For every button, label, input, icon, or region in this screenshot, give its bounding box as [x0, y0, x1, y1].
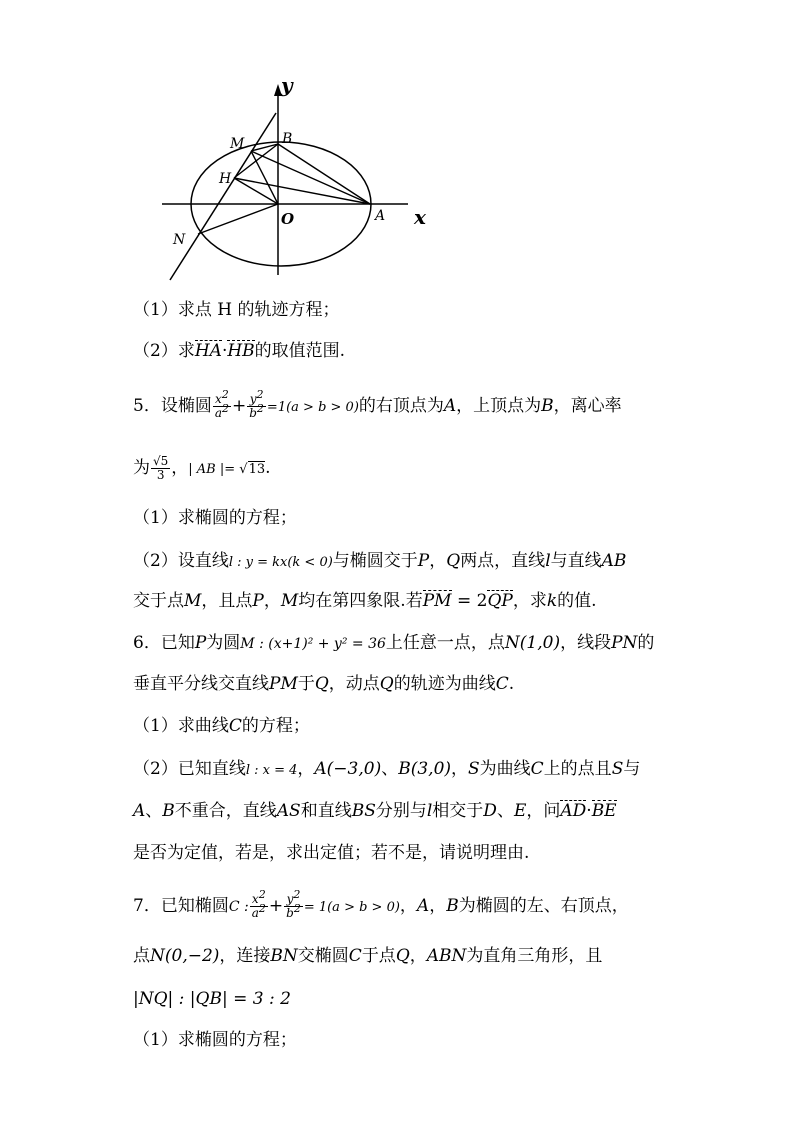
q6-text: ，动点: [328, 674, 380, 694]
point-s: S: [468, 759, 480, 779]
line-ab: AB: [601, 551, 627, 571]
segment-pn: PN: [611, 633, 638, 653]
point-q: Q: [379, 674, 394, 694]
q5-text: .: [265, 458, 271, 478]
q5-text: 两点，直线: [460, 551, 546, 571]
line-l-equation: l : y = kx(k < 0): [228, 555, 333, 570]
q5-number: 5．: [133, 396, 161, 416]
x2-over-a2: $\frac{x^2}{a^2}$: [251, 888, 266, 920]
q6-text: 、: [496, 801, 514, 821]
ellipse-condition: =1(a > b > 0): [266, 400, 359, 415]
q7-number: 7．: [133, 896, 161, 916]
ellipse-c: C: [348, 946, 362, 966]
dot-operator: ·: [586, 801, 592, 821]
q7-text: 交椭圆: [297, 946, 349, 966]
label-x: x: [414, 205, 426, 229]
q6-text: ，: [451, 759, 469, 779]
point-n: N(1,0): [504, 633, 561, 653]
q6-text: 分别与: [375, 801, 427, 821]
point-q: Q: [395, 946, 410, 966]
vector-pm: PM: [422, 591, 452, 611]
q5-text: ，: [171, 458, 189, 478]
line-bs: BS: [351, 801, 376, 821]
point-n-coords: N(0,−2): [150, 946, 220, 966]
q5-text: ，上顶点为: [456, 396, 542, 416]
q5-text: ，离心率: [553, 396, 622, 416]
equals-two: = 2: [451, 591, 488, 611]
label-n: N: [173, 232, 186, 248]
ecc-denominator: 3: [156, 468, 165, 482]
label-b: B: [282, 131, 293, 147]
line-l: l: [426, 801, 433, 821]
label-h: H: [219, 171, 232, 187]
q5-text: 交于点: [133, 591, 184, 611]
point-d: D: [483, 801, 497, 821]
q4-part2: [133, 340, 345, 362]
q7-text: ，: [429, 896, 447, 916]
triangle-abn: ABN: [426, 946, 467, 966]
q6-text: ，: [297, 759, 315, 779]
q5-text: 与直线: [550, 551, 602, 571]
point-a: A: [443, 396, 457, 416]
ellipse-figure: [150, 70, 440, 285]
point-a: A: [133, 801, 146, 821]
q7-line2: [133, 945, 602, 967]
q5-text: （2）设直线: [133, 551, 229, 571]
q7-text: 点: [133, 946, 150, 966]
point-a: A: [416, 896, 430, 916]
q5-text: 与椭圆交于: [332, 551, 418, 571]
point-b: B: [541, 396, 554, 416]
label-a: A: [375, 208, 386, 224]
circle-equation: M : (x+1)² + y² = 36: [240, 636, 386, 652]
x2-over-a2: $\frac{x^2}{a^2}$: [214, 388, 229, 420]
dot-operator: ·: [221, 341, 228, 361]
ratio-nq-qb: |NQ| : |QB| = 3 : 2: [133, 989, 291, 1009]
line-pm: PM: [269, 674, 298, 694]
y2-over-b2: $\frac{y^2}{b^2}$: [249, 388, 264, 420]
q5-part2-line1: [133, 550, 626, 574]
point-b: B: [162, 801, 175, 821]
q6-text: 和直线: [300, 801, 352, 821]
q6-number: 6．: [133, 633, 161, 653]
q6-text: 已知: [160, 633, 195, 653]
point-e: E: [513, 801, 527, 821]
q6-text: 的轨迹为曲线: [393, 674, 496, 694]
q4-part2-prefix: （2）求: [133, 341, 195, 361]
ellipse-diagram: [150, 70, 440, 285]
label-y: y: [281, 73, 293, 97]
q7-line1: 7．已知椭圆C : $\frac{x^2}{a^2}$ + $\frac{y^2}{b^2}$ = 1(a > b > 0)，A，B为椭圆的左、右顶点，: [133, 888, 629, 920]
point-p: P: [417, 551, 430, 571]
q4-part1: （1）求点 H 的轨迹方程；: [133, 300, 340, 320]
q6-text: 为圆: [206, 633, 241, 653]
q5-text: ，且点: [201, 591, 253, 611]
q7-text: ，: [399, 896, 417, 916]
q6-part2-line2: [133, 800, 617, 822]
q6-part2-line1: [133, 758, 640, 782]
vector-qp: QP: [487, 591, 513, 611]
q5-part2-line2: [133, 590, 597, 612]
q5-text: 的值.: [557, 591, 597, 611]
line-as: AS: [276, 801, 301, 821]
point-m: M: [280, 591, 299, 611]
q6-text: 的: [637, 633, 655, 653]
variable-k: k: [546, 591, 558, 611]
q7-text: 为直角三角形，且: [466, 946, 603, 966]
q6-text: 垂直平分线交直线: [133, 674, 269, 694]
q6-line1: [133, 632, 654, 655]
curve-c: C: [228, 716, 242, 736]
eccentricity-fraction: [151, 455, 170, 482]
q5-line2: 为 $\frac{√5}{3}$ ，| AB |= √13.: [133, 454, 271, 482]
point-b: B: [446, 896, 459, 916]
q5-text: 为: [133, 458, 150, 478]
q5-text: ，求: [512, 591, 547, 611]
point-p: P: [252, 591, 264, 611]
q5-text: 设椭圆: [160, 396, 212, 416]
point-m: M: [184, 591, 202, 611]
q6-part1: [133, 715, 310, 737]
segment-bn: BN: [270, 946, 298, 966]
ellipse-c-label: C :: [228, 899, 249, 915]
label-o: O: [281, 210, 295, 228]
ellipse-condition: = 1(a > b > 0): [303, 900, 400, 915]
line-l-x4: l : x = 4: [245, 763, 298, 778]
line-l: l: [545, 551, 551, 571]
q7-text: ，连接: [219, 946, 271, 966]
vector-be: BE: [591, 801, 617, 821]
q7-part1: （1）求椭圆的方程；: [133, 1030, 297, 1050]
point-q: Q: [446, 551, 461, 571]
line-mn: [170, 113, 276, 280]
q6-line2: [133, 673, 514, 695]
q6-text: 上任意一点，点: [385, 633, 505, 653]
vector-ad: AD: [560, 801, 587, 821]
ab-length: | AB |=: [188, 462, 240, 477]
q6-text: 相交于: [432, 801, 484, 821]
q7-text: 已知椭圆: [160, 896, 229, 916]
q6-text: （2）已知直线: [133, 759, 246, 779]
q6-part2-line3: 是否为定值，若是，求出定值；若不是，请说明理由.: [133, 843, 530, 863]
vector-ha: HA: [194, 341, 222, 361]
q6-text: 、: [381, 759, 399, 779]
q4-part2-suffix: 的取值范围.: [254, 341, 346, 361]
curve-c: C: [530, 759, 544, 779]
ecc-numerator: √5: [153, 454, 169, 468]
q5-line1: 5．设椭圆 $\frac{x^2}{a^2}$ + $\frac{y^2}{b^2}$ =1(a > b > 0)的右顶点为A，上顶点为B，离心率: [133, 388, 622, 420]
sqrt-13: 13: [248, 462, 266, 477]
point-p: P: [194, 633, 207, 653]
q6-text: 于: [297, 674, 315, 694]
q6-text: ，线段: [560, 633, 612, 653]
q7-line3: [133, 988, 291, 1010]
q6-text: 为曲线: [479, 759, 531, 779]
segment-no: [198, 204, 278, 234]
curve-c: C: [495, 674, 509, 694]
q5-text: 均在第四象限.若: [298, 591, 423, 611]
q6-text: 、: [145, 801, 163, 821]
point-a-coords: A(−3,0): [314, 759, 382, 779]
q7-text: 为椭圆的左、右顶点，: [458, 896, 629, 916]
q6-text: 与: [623, 759, 641, 779]
q7-text: ，: [409, 946, 427, 966]
q6-text: .: [508, 674, 515, 694]
q6-text: 的方程；: [241, 716, 310, 736]
q6-text: 不重合，直线: [174, 801, 277, 821]
q6-text: 上的点且: [543, 759, 612, 779]
q7-text: 于点: [361, 946, 396, 966]
q5-text: ，: [263, 591, 281, 611]
q5-text: ，: [429, 551, 447, 571]
y2-over-b2: $\frac{y^2}{b^2}$: [286, 888, 301, 920]
label-m: M: [230, 136, 245, 152]
point-s: S: [611, 759, 624, 779]
q5-text: 的右顶点为: [358, 396, 444, 416]
q6-text: （1）求曲线: [133, 716, 229, 736]
segment-ma: [251, 151, 370, 204]
q6-text: ，问: [526, 801, 561, 821]
point-b-coords: B(3,0): [398, 759, 452, 779]
q5-part1: （1）求椭圆的方程；: [133, 508, 297, 528]
point-q: Q: [314, 674, 329, 694]
vector-hb: HB: [227, 341, 255, 361]
